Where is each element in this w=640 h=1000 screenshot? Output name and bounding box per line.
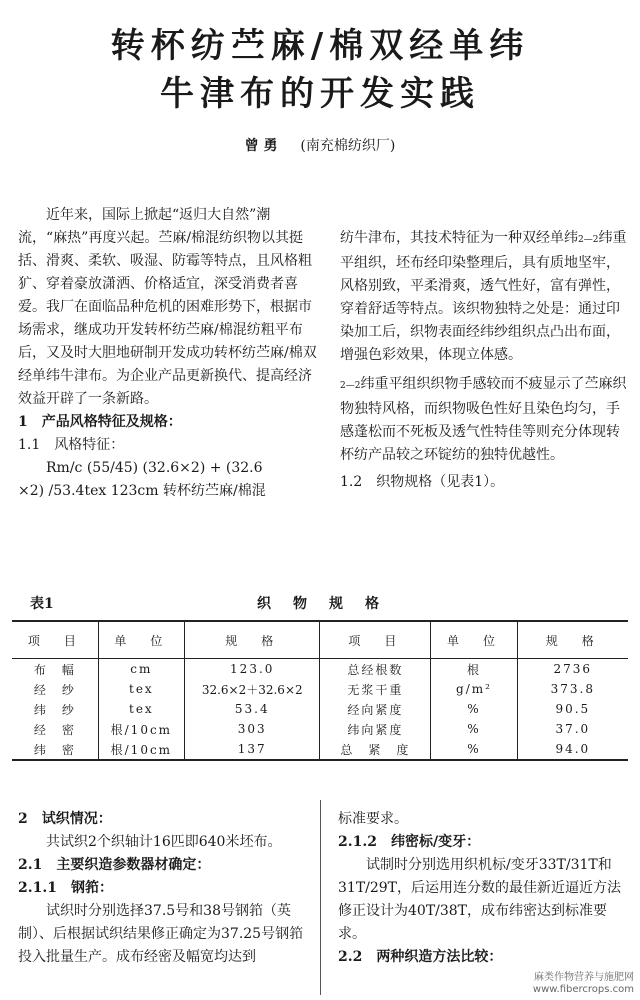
section-2-2-heading: 2.2 两种织造方法比较： [338, 949, 503, 965]
weft-density-paragraph: 试制时分别选用织机标/变牙33T/31T和31T/29T，后运用连分数的最佳新近逼近方法修正设计为40T/38T，成布纬密达到标准要求。 [338, 857, 622, 942]
right-paragraph-1 [340, 227, 628, 367]
section-1-heading: 1 产品风格特征及规格： [18, 414, 182, 430]
table-cell: 纬向紧度 [347, 722, 404, 737]
table-row [12, 679, 628, 699]
section-2-1-1-heading: 2.1.1 钢筘： [18, 880, 113, 896]
header-unit-2: 单 位 [431, 621, 517, 659]
table-row [12, 739, 628, 760]
table-cell: 32.6×2＋32.6×2 [184, 679, 320, 699]
table-row [12, 719, 628, 739]
header-spec-2: 规 格 [517, 621, 628, 659]
table-cell: 总经根数 [347, 662, 404, 677]
section-2-heading: 2 试织情况： [18, 811, 112, 827]
table-cell: 373.8 [517, 679, 628, 699]
table-cell: 53.4 [184, 699, 320, 719]
section-2-1-heading: 2.1 主要织造参数器材确定： [18, 857, 211, 873]
table-cell: 经向紧度 [347, 702, 404, 717]
right-paragraph-2-rest: 纬重平组织织物手感较而不疲显示了苎麻织物独特风格，而织物吸色性好且染色均匀，手感蓬松而不死板及透气性特佳等则充分体现转杯纺产品较之环锭纺的独特优越性。 [340, 376, 627, 463]
table-cell: 根/10cm [98, 739, 184, 760]
table-row [12, 659, 628, 680]
formula-line-2: ×2) /53.4tex 123cm 转杯纺苎麻/棉混 [18, 483, 266, 499]
reed-paragraph: 试织时分别选择37.5号和38号钢筘（英制）、后根据试织结果修正确定为37.25号钢筘投入批量生产。成布经密及幅宽均达到 [18, 903, 304, 965]
trial-paragraph: 共试织2个织轴计16匹即640米坯布。 [46, 834, 282, 850]
column-divider [320, 800, 321, 995]
fabric-spec-table [12, 620, 628, 761]
table-cell: cm [98, 659, 184, 680]
table-cell: % [431, 699, 517, 719]
table-cell: 无浆干重 [347, 682, 404, 697]
right-paragraph-1-rest: 纬重平组织，坯布经印染整理后，具有质地坚牢，风格别致，平柔滑爽，透气性好，富有弹性，穿着舒适等特点。该织物独特之处是：通过印染加工后，织物表面经纬纱组织点凸出布面，增强色彩效果，体现立体感。 [340, 230, 627, 363]
bottom-right-column [338, 808, 628, 969]
table-cell: g/m² [431, 679, 517, 699]
table-cell: 经 密 [33, 722, 76, 737]
table-cell: 根 [431, 659, 517, 680]
table-row [12, 699, 628, 719]
table-cell: 303 [184, 719, 320, 739]
weave-fraction-b: 2—2 [340, 381, 361, 391]
header-item: 项 目 [12, 621, 98, 659]
watermark-line-2: www.fibercrops.com [532, 984, 634, 995]
section-1-2-heading: 1.2 织物规格（见表1）。 [340, 474, 505, 490]
table-cell: 137 [184, 739, 320, 760]
table-cell: 2736 [517, 659, 628, 680]
table-cell: 90.5 [517, 699, 628, 719]
standard-continuation: 标准要求。 [338, 811, 408, 827]
right-column [340, 227, 628, 494]
watermark-line-1: 麻类作物营养与施肥网 [534, 972, 634, 983]
table-cell: 94.0 [517, 739, 628, 760]
section-1-1-heading: 1.1 风格特征： [18, 437, 125, 453]
title-line-1: 转杯纺苎麻/棉双经单纬 [110, 26, 530, 66]
table-cell: 布 幅 [33, 662, 76, 677]
right-paragraph-1-lead: 纺牛津布，其技术特征为一种双经单纬 [340, 230, 578, 246]
table-cell: % [431, 739, 517, 760]
formula-line-1: Rm/c (55/45) (32.6×2) + (32.6 [46, 460, 263, 476]
author-name: 曾 勇 [244, 138, 278, 154]
table-cell: 根/10cm [98, 719, 184, 739]
right-paragraph-2 [340, 373, 628, 467]
table-cell: tex [98, 679, 184, 699]
bottom-left-column [18, 808, 314, 969]
watermark [533, 972, 634, 996]
table-cell: 纬 纱 [33, 702, 76, 717]
table-caption: 表1 [30, 596, 54, 612]
table-cell: 123.0 [184, 659, 320, 680]
table-cell: % [431, 719, 517, 739]
author-affiliation: (南充棉纺织厂) [300, 138, 396, 154]
header-spec: 规 格 [184, 621, 320, 659]
header-item-2: 项 目 [320, 621, 431, 659]
table-cell: tex [98, 699, 184, 719]
table-cell: 37.0 [517, 719, 628, 739]
title-line-2: 牛津布的开发实践 [160, 74, 480, 114]
weave-fraction-a: 2—2 [578, 235, 599, 245]
table-cell: 经 纱 [33, 682, 76, 697]
left-column [18, 204, 318, 503]
table-cell: 总 紧 度 [320, 739, 431, 760]
table-title: 织 物 规 格 [257, 596, 383, 612]
author-line [0, 135, 640, 155]
intro-paragraph: 近年来，国际上掀起“返归大自然”潮流，“麻热”再度兴起。苎麻/棉混纺织物以其挺括、滑爽、柔软、吸湿、防霉等特点，且风格粗犷、穿着豪放潇洒、价格适宜，深受消费者喜爱。我厂在面临品种危机的困难形势下，根据市场需求，继成功开发转杯纺苎麻/棉混纺粗平布后，又及时大胆地研制开发成功转杯纺苎麻/棉双经单纬牛津布。为企业产品更新换代、提高经济效益开辟了一条新路。 [18, 207, 317, 407]
section-2-1-2-heading: 2.1.2 纬密标/变牙： [338, 834, 481, 850]
header-unit: 单 位 [98, 621, 184, 659]
table-cell: 纬 密 [12, 739, 98, 760]
table-header-row [12, 621, 628, 659]
